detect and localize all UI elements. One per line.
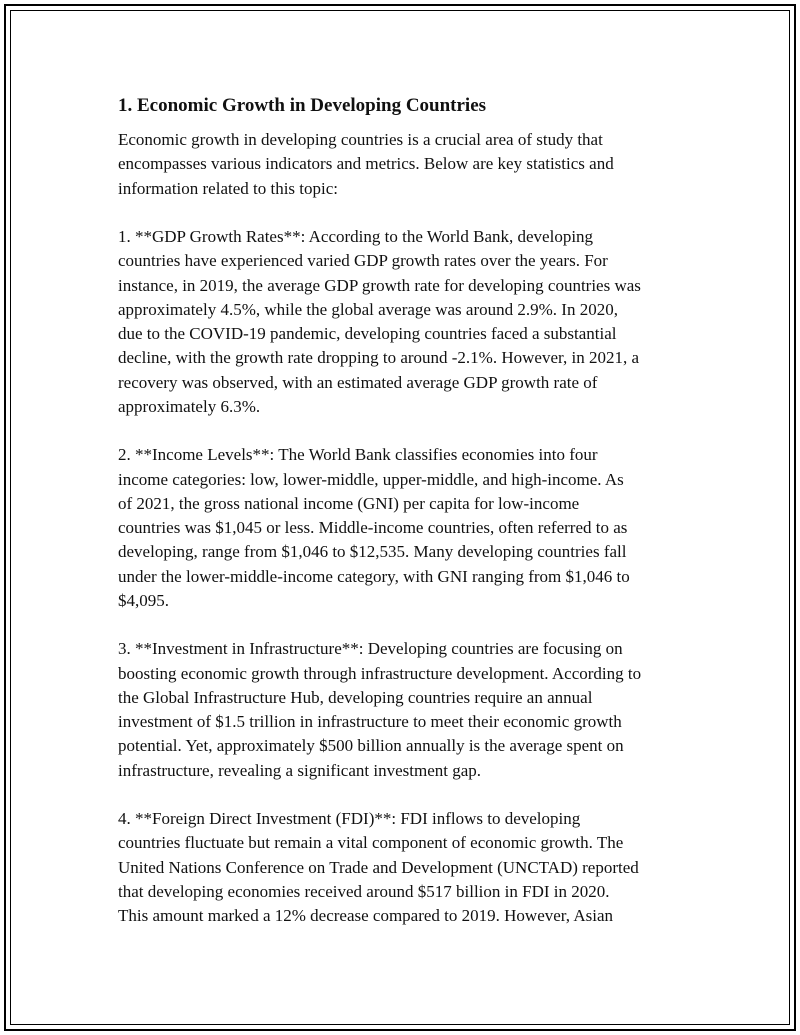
text-line: boosting economic growth through infrastructure development. According to (118, 663, 642, 683)
text-line: of 2021, the gross national income (GNI) per capita for low-income (118, 493, 580, 513)
text-line: developing, range from $1,046 to $12,535. Many developing countries fall (118, 542, 627, 562)
text-line: potential. Yet, approximately $500 billion annually is the average spent on (118, 736, 624, 756)
text-line: instance, in 2019, the average GDP growth rate for developing countries was (118, 275, 641, 295)
text-line: countries fluctuate but remain a vital component of economic growth. The (118, 833, 624, 853)
text-line: This amount marked a 12% decrease compared to 2019. However, Asian (118, 906, 613, 925)
text-line: encompasses various indicators and metrics. Below are key statistics and (118, 154, 614, 174)
intro-paragraph (118, 128, 698, 201)
text-line: under the lower-middle-income category, with GNI ranging from $1,046 to (118, 566, 630, 586)
text-line: the Global Infrastructure Hub, developing countries require an annual (118, 687, 593, 707)
text-line: United Nations Conference on Trade and Development (UNCTAD) reported (118, 857, 639, 877)
text-line: infrastructure, revealing a significant investment gap. (118, 760, 482, 780)
text-line: 3. **Investment in Infrastructure**: Developing countries are focusing on (118, 639, 623, 659)
gdp-growth-paragraph (118, 225, 698, 419)
text-line: information related to this topic: (118, 178, 339, 198)
text-line: Economic growth in developing countries is a crucial area of study that (118, 130, 603, 149)
text-line: 2. **Income Levels**: The World Bank classifies economies into four (118, 445, 598, 465)
text-line: approximately 4.5%, while the global average was around 2.9%. In 2020, (118, 299, 618, 319)
text-line: approximately 6.3%. (118, 396, 261, 416)
text-line: $4,095. (118, 590, 169, 610)
text-line: 4. **Foreign Direct Investment (FDI)**: FDI inflows to developing (118, 809, 581, 828)
section-title: 1. Economic Growth in Developing Countries (118, 95, 487, 116)
text-line: that developing economies received around $517 billion in FDI in 2020. (118, 881, 610, 901)
infrastructure-paragraph (118, 637, 698, 783)
text-line: investment of $1.5 trillion in infrastructure to meet their economic growth (118, 712, 622, 731)
income-levels-paragraph (118, 443, 698, 613)
text-line: recovery was observed, with an estimated average GDP growth rate of (118, 372, 598, 392)
text-line: countries was $1,045 or less. Middle-income countries, often referred to as (118, 518, 628, 537)
text-line: due to the COVID-19 pandemic, developing countries faced a substantial (118, 324, 617, 343)
text-line: 1. **GDP Growth Rates**: According to the World Bank, developing (118, 227, 594, 246)
text-line: decline, with the growth rate dropping to around -2.1%. However, in 2021, a (118, 348, 639, 368)
text-line: countries have experienced varied GDP growth rates over the years. For (118, 251, 608, 271)
fdi-paragraph (118, 807, 698, 928)
document-body (118, 94, 698, 928)
text-line: income categories: low, lower-middle, upper-middle, and high-income. As (118, 469, 624, 489)
